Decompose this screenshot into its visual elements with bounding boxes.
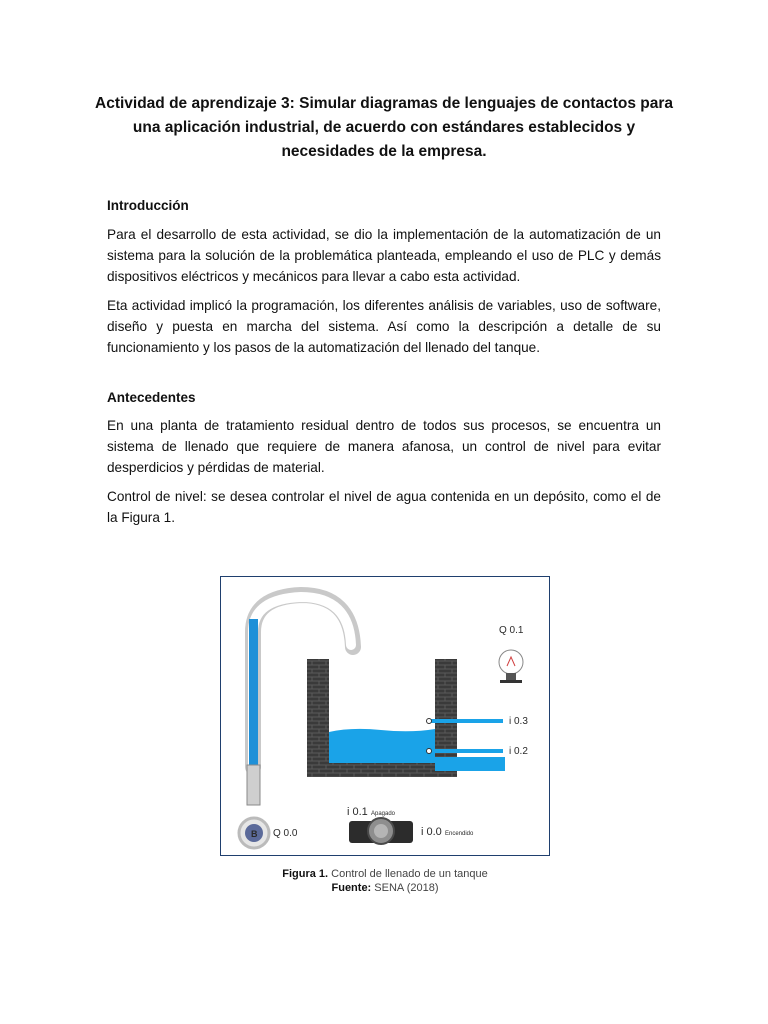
- figure-1-tank-diagram: [220, 576, 550, 856]
- introduction-paragraph-2: Eta actividad implicó la programación, los diferentes análisis de variables, uso de software, diseño y puesta en marcha del sistema. Así como la descripción a detalle de su funcionamiento y los pasos de la automatización del llenado del tanque.: [107, 298, 661, 355]
- lamp-label: Q 0.1: [499, 625, 524, 636]
- pump-letter: B: [251, 829, 258, 839]
- background-paragraph-1: En una planta de tratamiento residual dentro de todos sus procesos, se encuentra un sistema de llenado que requiere de manera afanosa, un control de nivel para evitar desperdicios y pérdidas de material.: [107, 418, 661, 475]
- sensor-low-label: i 0.2: [509, 746, 528, 757]
- figure-source-label: Fuente:: [331, 882, 372, 894]
- sensor-high-label: i 0.3: [509, 716, 528, 727]
- tank-floor: [307, 763, 457, 777]
- tank-wall-right: [435, 659, 457, 771]
- background-heading: Antecedentes: [107, 390, 196, 405]
- figure-caption-label: Figura 1.: [282, 868, 329, 880]
- figure-source: [220, 882, 550, 894]
- pump-body: [247, 765, 260, 805]
- tank-water: [329, 732, 435, 763]
- figure-source-text: SENA (2018): [371, 882, 439, 894]
- document-title: Actividad de aprendizaje 3: Simular diagramas de lenguajes de contactos para una aplicación industrial, de acuerdo con estándares establecidos y necesidades de la empresa.: [95, 95, 673, 160]
- document-page: [95, 92, 673, 528]
- on-button-label: i 0.0: [421, 826, 442, 838]
- tank-diagram-svg: [221, 577, 548, 854]
- lamp-icon: [499, 650, 523, 674]
- introduction-paragraph-1: Para el desarrollo de esta actividad, se dio la implementación de la automatización de un sistema para la solución de la problemática planteada, empleando el uso de PLC y demás dispositivos eléctricos y mecánicos para llevar a cabo esta actividad.: [107, 227, 661, 284]
- on-button-text: Encendido: [445, 831, 474, 837]
- sensor-low-icon: [427, 749, 432, 754]
- off-button-text: Apagado: [371, 811, 396, 817]
- figure-caption: [220, 868, 550, 880]
- sensor-high-icon: [427, 719, 432, 724]
- introduction-heading: Introducción: [107, 198, 189, 213]
- outflow-water: [435, 757, 505, 771]
- tank-wall-left: [307, 659, 329, 771]
- background-paragraph-2: Control de nivel: se desea controlar el nivel de agua contenida en un depósito, como el de la Figura 1.: [107, 489, 661, 525]
- figure-caption-text: Control de llenado de un tanque: [328, 868, 488, 880]
- pipe-water: [249, 619, 258, 769]
- pump-label: Q 0.0: [273, 828, 298, 839]
- off-button-label: i 0.1: [347, 806, 368, 818]
